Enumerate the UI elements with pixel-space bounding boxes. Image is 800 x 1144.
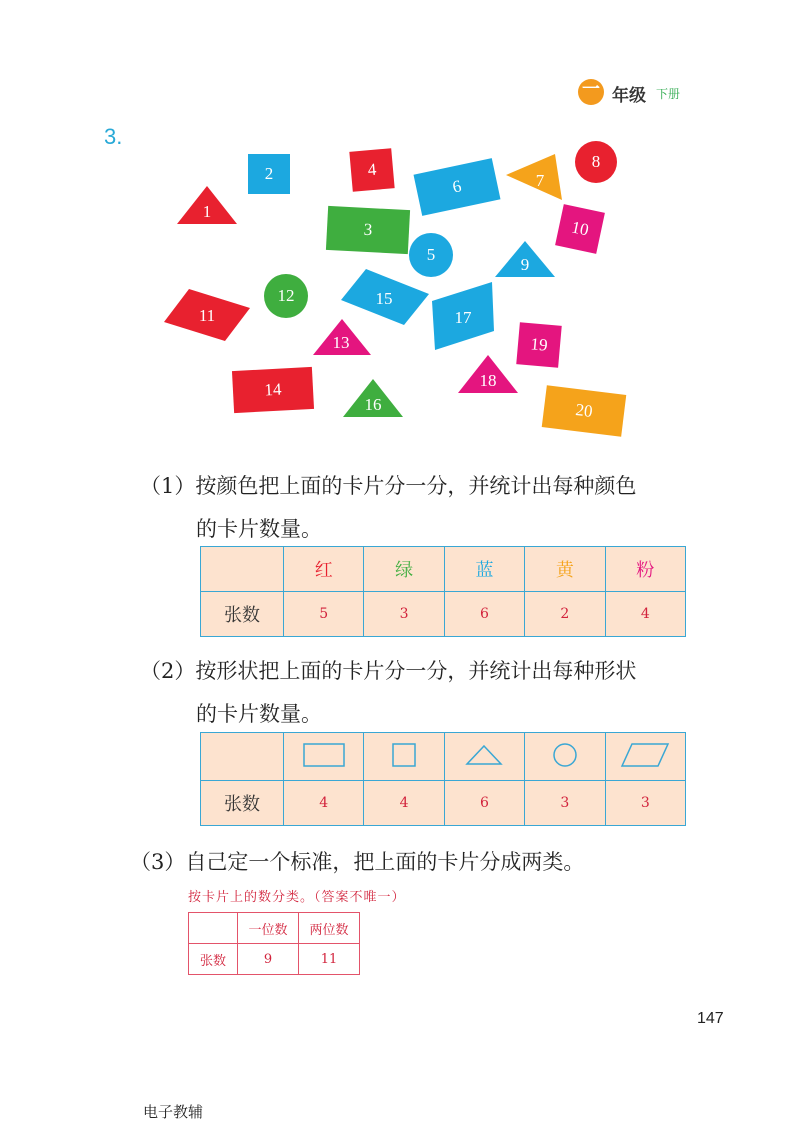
shape-header-row	[201, 733, 686, 781]
page-number: 147	[697, 1010, 724, 1027]
question-number: 3.	[104, 124, 123, 149]
footer-label: 电子教辅	[143, 1103, 204, 1121]
card-7-label: 7	[535, 171, 545, 190]
card-6: 6	[414, 158, 501, 216]
part1-text-line2: 的卡片数量。	[196, 517, 322, 541]
card-1	[176, 185, 238, 225]
rectangle-icon	[302, 742, 346, 768]
color-header-yellow: 黄	[525, 547, 605, 592]
count-yellow: 2	[525, 592, 605, 637]
card-14: 14	[232, 367, 314, 413]
shape-row-label: 张数	[201, 781, 284, 826]
color-header-blue: 蓝	[444, 547, 524, 592]
color-header-row	[201, 547, 686, 592]
part2-text-line2: 的卡片数量。	[196, 702, 322, 726]
card-3: 3	[326, 206, 410, 254]
color-corner-cell	[201, 547, 284, 592]
custom-header-row	[189, 913, 360, 944]
square-icon	[391, 742, 417, 768]
count-parallelogram: 3	[605, 781, 685, 826]
card-11	[163, 288, 251, 342]
count-green: 3	[364, 592, 444, 637]
count-one-digit: 9	[238, 944, 299, 975]
count-two-digit: 11	[299, 944, 360, 975]
custom-corner-cell	[189, 913, 238, 944]
card-16	[342, 378, 404, 418]
card-18	[457, 354, 519, 394]
grade-label: 年级	[612, 86, 646, 106]
card-9	[494, 240, 556, 278]
color-count-table	[200, 546, 686, 637]
count-square: 4	[364, 781, 444, 826]
card-4: 4	[349, 148, 394, 192]
card-19: 19	[516, 322, 562, 368]
color-header-green: 绿	[364, 547, 444, 592]
parallelogram-icon	[620, 742, 670, 768]
card-13-label: 13	[332, 333, 350, 352]
card-12: 12	[264, 274, 308, 318]
color-row-label: 张数	[201, 592, 284, 637]
shape-header-square	[364, 733, 444, 781]
part1-text-line1: （1）按颜色把上面的卡片分一分，并统计出每种颜色	[140, 474, 637, 498]
card-18-label: 18	[479, 371, 497, 390]
header-two-digit: 两位数	[299, 913, 360, 944]
card-17	[431, 281, 495, 351]
card-7-shape	[506, 154, 562, 200]
shape-count-row	[201, 781, 686, 826]
card-1-label: 1	[202, 202, 212, 221]
count-blue: 6	[444, 592, 524, 637]
card-2: 2	[248, 154, 290, 194]
count-circle: 3	[525, 781, 605, 826]
triangle-icon	[465, 744, 503, 766]
custom-row-label: 张数	[189, 944, 238, 975]
shape-count-table	[200, 732, 686, 826]
card-11-label: 11	[198, 306, 216, 325]
grade-badge-text: 一	[582, 79, 600, 100]
count-red: 5	[284, 592, 364, 637]
answer-note: 按卡片上的数分类。（答案不唯一）	[188, 890, 406, 905]
header-one-digit: 一位数	[238, 913, 299, 944]
shape-header-circle	[525, 733, 605, 781]
card-5: 5	[409, 233, 453, 277]
grade-badge	[578, 79, 604, 105]
color-header-pink: 粉	[605, 547, 685, 592]
volume-label: 下册	[656, 87, 681, 101]
custom-count-row	[189, 944, 360, 975]
card-15	[340, 268, 430, 326]
card-7	[505, 153, 563, 201]
shape-header-triangle	[444, 733, 524, 781]
color-count-row	[201, 592, 686, 637]
card-20: 20	[542, 385, 627, 436]
shape-header-parallelogram	[605, 733, 685, 781]
shape-corner-cell	[201, 733, 284, 781]
shape-header-rectangle	[284, 733, 364, 781]
card-10: 10	[555, 204, 605, 254]
custom-category-table	[188, 912, 360, 975]
color-header-red: 红	[284, 547, 364, 592]
part3-text: （3）自己定一个标准，把上面的卡片分成两类。	[130, 850, 585, 874]
card-15-label: 15	[375, 289, 393, 308]
count-pink: 4	[605, 592, 685, 637]
card-8: 8	[575, 141, 617, 183]
card-17-label: 17	[454, 308, 472, 327]
circle-icon	[551, 741, 579, 769]
card-16-label: 16	[364, 395, 382, 414]
count-triangle: 6	[444, 781, 524, 826]
card-9-label: 9	[520, 255, 530, 274]
count-rectangle: 4	[284, 781, 364, 826]
part2-text-line1: （2）按形状把上面的卡片分一分，并统计出每种形状	[140, 659, 637, 683]
